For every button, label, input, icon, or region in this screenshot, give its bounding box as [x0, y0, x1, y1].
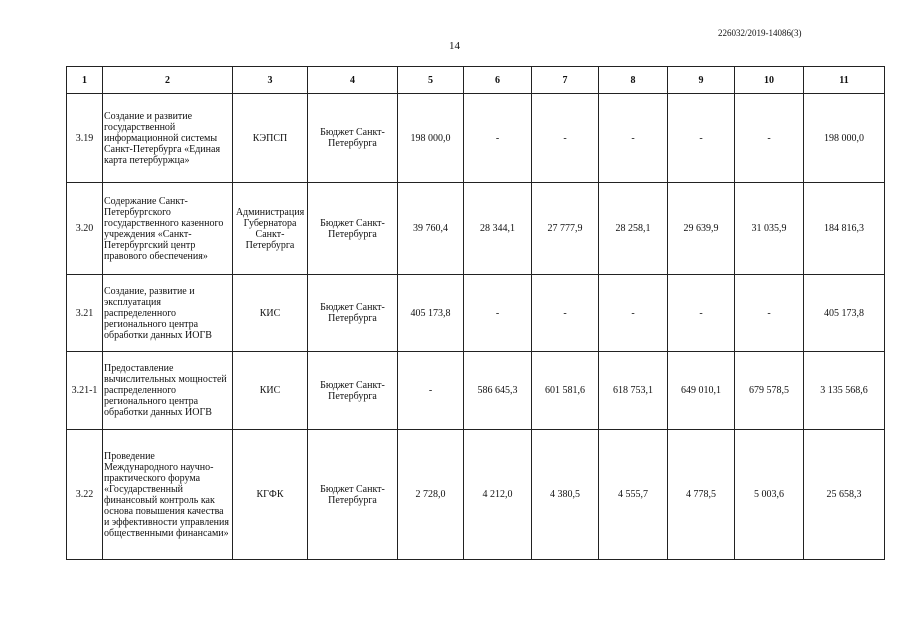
value-cell: -	[398, 352, 464, 430]
total-cell: 184 816,3	[804, 183, 885, 275]
value-cell: 4 212,0	[464, 430, 532, 560]
activity-name: Содержание Санкт-Петербургского государственного казенного учреждения «Санкт-Петербургский центр правового обеспечения»	[103, 183, 233, 275]
value-cell: 198 000,0	[398, 94, 464, 183]
column-header: 4	[308, 67, 398, 94]
document-id: 226032/2019-14086(3)	[718, 28, 802, 38]
column-header: 3	[233, 67, 308, 94]
column-header: 1	[67, 67, 103, 94]
funding-source: Бюджет Санкт-Петербурга	[308, 183, 398, 275]
activity-name: Предоставление вычислительных мощностей распределенного регионального центра обработки данных ИОГВ	[103, 352, 233, 430]
executor: КЭПСП	[233, 94, 308, 183]
activity-name: Проведение Международного научно-практического форума «Государственный финансовый контроль как основа повышения качества и эффективности управления общественными финансами»	[103, 430, 233, 560]
value-cell: -	[735, 275, 804, 352]
funding-source: Бюджет Санкт-Петербурга	[308, 430, 398, 560]
total-cell: 25 658,3	[804, 430, 885, 560]
value-cell: -	[464, 94, 532, 183]
value-cell: 649 010,1	[668, 352, 735, 430]
value-cell: 39 760,4	[398, 183, 464, 275]
column-header: 9	[668, 67, 735, 94]
row-number: 3.19	[67, 94, 103, 183]
budget-table	[66, 66, 885, 560]
value-cell: -	[668, 275, 735, 352]
funding-source: Бюджет Санкт-Петербурга	[308, 94, 398, 183]
value-cell: 679 578,5	[735, 352, 804, 430]
value-cell: 27 777,9	[532, 183, 599, 275]
column-header: 11	[804, 67, 885, 94]
value-cell: -	[532, 275, 599, 352]
value-cell: 4 380,5	[532, 430, 599, 560]
column-header: 5	[398, 67, 464, 94]
executor: КИС	[233, 275, 308, 352]
row-number: 3.21-1	[67, 352, 103, 430]
value-cell: -	[735, 94, 804, 183]
value-cell: 29 639,9	[668, 183, 735, 275]
table-header-row	[67, 67, 885, 94]
value-cell: 405 173,8	[398, 275, 464, 352]
column-header: 2	[103, 67, 233, 94]
value-cell: -	[532, 94, 599, 183]
column-header: 6	[464, 67, 532, 94]
total-cell: 405 173,8	[804, 275, 885, 352]
column-header: 10	[735, 67, 804, 94]
value-cell: 586 645,3	[464, 352, 532, 430]
value-cell: 601 581,6	[532, 352, 599, 430]
page-number: 14	[449, 40, 460, 52]
value-cell: 5 003,6	[735, 430, 804, 560]
executor: КИС	[233, 352, 308, 430]
activity-name: Создание и развитие государственной информационной системы Санкт-Петербурга «Единая карта петербуржца»	[103, 94, 233, 183]
table-row	[67, 183, 885, 275]
total-cell: 198 000,0	[804, 94, 885, 183]
value-cell: 28 258,1	[599, 183, 668, 275]
column-header: 8	[599, 67, 668, 94]
column-header: 7	[532, 67, 599, 94]
activity-name: Создание, развитие и эксплуатация распределенного регионального центра обработки данных ИОГВ	[103, 275, 233, 352]
value-cell: 4 778,5	[668, 430, 735, 560]
row-number: 3.22	[67, 430, 103, 560]
value-cell: 4 555,7	[599, 430, 668, 560]
value-cell: 31 035,9	[735, 183, 804, 275]
value-cell: 618 753,1	[599, 352, 668, 430]
value-cell: -	[464, 275, 532, 352]
funding-source: Бюджет Санкт-Петербурга	[308, 352, 398, 430]
row-number: 3.21	[67, 275, 103, 352]
value-cell: -	[668, 94, 735, 183]
table-row	[67, 275, 885, 352]
table-row	[67, 94, 885, 183]
executor: КГФК	[233, 430, 308, 560]
value-cell: 28 344,1	[464, 183, 532, 275]
total-cell: 3 135 568,6	[804, 352, 885, 430]
value-cell: -	[599, 94, 668, 183]
value-cell: 2 728,0	[398, 430, 464, 560]
executor: Администрация Губернатора Санкт-Петербурга	[233, 183, 308, 275]
value-cell: -	[599, 275, 668, 352]
row-number: 3.20	[67, 183, 103, 275]
table-row	[67, 430, 885, 560]
funding-source: Бюджет Санкт-Петербурга	[308, 275, 398, 352]
table-row	[67, 352, 885, 430]
